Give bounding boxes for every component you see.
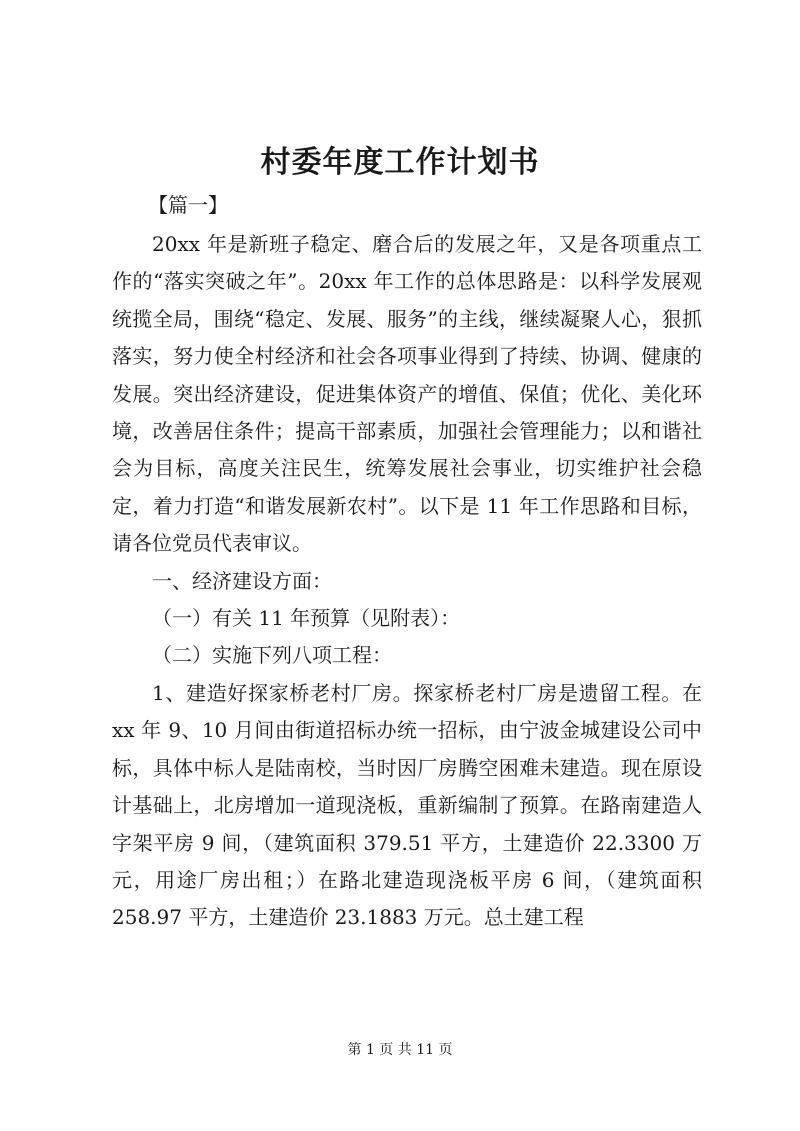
document-body [112,226,702,937]
heading-economic-construction: 一、经济建设方面： [152,568,332,593]
subheading-eight-projects: （二）实施下列八项工程： [152,643,392,668]
page-footer: 第 1 页 共 11 页 [347,1042,453,1058]
section-label: 【篇一】 [148,193,228,217]
paragraph-intro: 20xx 年是新班子稳定、磨合后的发展之年，又是各项重点工作的“落实突破之年”。20xx 年工作的总体思路是：以科学发展观统揽全局，围绕“稳定、发展、服务”的主线，继续凝聚人心，狠抓落实，努力使全村经济和社会各项事业得到了持续、协调、健康的发展。突出经济建设，促进集体资产的增值、保值；优化、美化环境，改善居住条件；提高干部素质，加强社会管理能力；以和谐社会为目标，高度关注民生，统筹发展社会事业，切实维护社会稳定，着力打造“和谐发展新农村”。以下是 11 年工作思路和目标，请各位党员代表审议。 [112,232,702,556]
subheading-budget: （一）有关 11 年预算（见附表）： [152,606,461,631]
paragraph-project-1: 1、建造好探家桥老村厂房。探家桥老村厂房是遗留工程。在 xx 年 9、10 月间由街道招标办统一招标，由宁波金城建设公司中标，具体中标人是陆南校，当时因厂房腾空困难未建造。现在原设计基础上，北房增加一道现浇板，重新编制了预算。在路南建造人字架平房 9 间，（建筑面积 379.51 平方，土建造价 22.3300 万元，用途厂房出租；）在路北建造现浇板平房 6 间，（建筑面积 258.97 平方，土建造价 23.1883 万元。总土建工程 [112,680,702,930]
document-title: 村委年度工作计划书 [260,145,540,180]
